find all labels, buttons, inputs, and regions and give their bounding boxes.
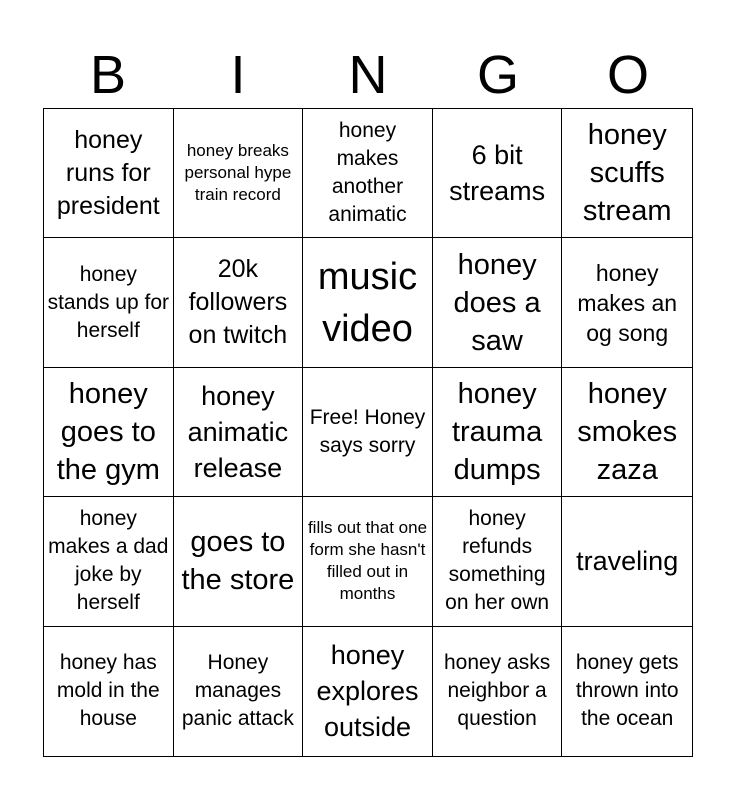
bingo-cell-r2c5[interactable]: [562, 238, 692, 367]
bingo-cell-r4c4[interactable]: [433, 497, 563, 626]
bingo-cell-r1c5[interactable]: [562, 109, 692, 238]
bingo-cell-r4c2[interactable]: [174, 497, 304, 626]
bingo-cell-r1c1[interactable]: [44, 109, 174, 238]
cell-text: honey smokes zaza: [577, 377, 678, 486]
header-letter-o: O: [606, 45, 649, 105]
cell-text: Free! Honey says sorry: [309, 405, 426, 457]
bingo-cell-r3c3-free[interactable]: [303, 368, 433, 497]
cell-text: traveling: [576, 546, 679, 577]
cell-text: honey refunds something on her own: [445, 507, 550, 615]
bingo-cell-r5c5[interactable]: [562, 627, 692, 756]
cell-text: honey does a saw: [453, 248, 541, 357]
bingo-cell-r4c5[interactable]: [562, 497, 692, 626]
bingo-cell-r2c2[interactable]: [174, 238, 304, 367]
bingo-cell-r3c4[interactable]: [433, 368, 563, 497]
header-letter-n: N: [348, 45, 388, 105]
cell-text: fills out that one form she hasn't filled out in months: [307, 518, 428, 604]
cell-text: honey explores outside: [316, 640, 419, 743]
bingo-cell-r5c2[interactable]: [174, 627, 304, 756]
cell-text: honey gets thrown into the ocean: [575, 651, 679, 731]
cell-text: 6 bit streams: [449, 140, 546, 207]
cell-text: honey makes a dad joke by herself: [48, 507, 169, 615]
cell-text: honey makes another animatic: [328, 119, 407, 227]
cell-text: honey animatic release: [187, 380, 289, 483]
cell-text: honey scuffs stream: [582, 119, 672, 228]
bingo-cell-r5c1[interactable]: [44, 627, 174, 756]
bingo-cell-r1c2[interactable]: [174, 109, 304, 238]
cell-text: honey makes an og song: [577, 259, 678, 346]
bingo-cell-r5c3[interactable]: [303, 627, 433, 756]
cell-text: goes to the store: [181, 526, 295, 597]
bingo-header: [43, 42, 693, 108]
bingo-cell-r4c3[interactable]: [303, 497, 433, 626]
header-letter-i: I: [230, 45, 246, 105]
header-letter-g: G: [476, 45, 519, 105]
bingo-cell-r1c4[interactable]: [433, 109, 563, 238]
bingo-cell-r3c2[interactable]: [174, 368, 304, 497]
cell-text: honey goes to the gym: [56, 377, 160, 486]
bingo-cell-r4c1[interactable]: [44, 497, 174, 626]
cell-text: honey runs for president: [56, 125, 160, 220]
cell-text: honey has mold in the house: [56, 651, 160, 731]
cell-text: 20k followers on twitch: [188, 255, 288, 350]
bingo-cell-r2c1[interactable]: [44, 238, 174, 367]
cell-text: honey trauma dumps: [451, 377, 543, 486]
cell-text: music video: [317, 255, 418, 350]
cell-text: honey stands up for herself: [47, 262, 169, 342]
cell-text: honey breaks personal hype train record: [184, 141, 292, 205]
bingo-cell-r3c5[interactable]: [562, 368, 692, 497]
bingo-cell-r2c4[interactable]: [433, 238, 563, 367]
bingo-cell-r2c3[interactable]: [303, 238, 433, 367]
bingo-cell-r1c3[interactable]: [303, 109, 433, 238]
cell-text: Honey manages panic attack: [181, 651, 294, 731]
cell-text: honey asks neighbor a question: [443, 651, 551, 731]
bingo-cell-r5c4[interactable]: [433, 627, 563, 756]
bingo-board: [43, 108, 693, 757]
header-letter-b: B: [89, 45, 127, 105]
bingo-cell-r3c1[interactable]: [44, 368, 174, 497]
